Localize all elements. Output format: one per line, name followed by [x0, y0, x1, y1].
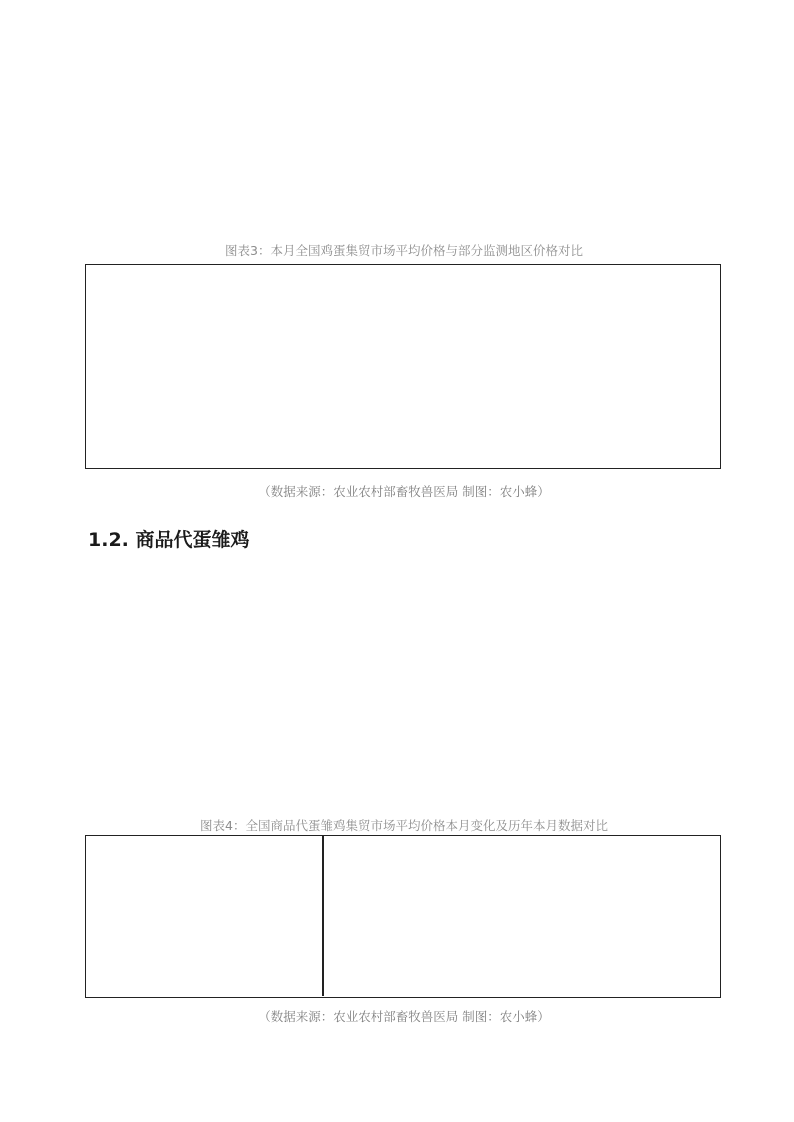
monthly-change-panel [86, 836, 322, 996]
chart3-caption: 图表3：本月全国鸡蛋集贸市场平均价格与部分监测地区价格对比 [225, 243, 583, 258]
chart4-source: （数据来源：农业农村部畜牧兽医局 制图：农小蜂） [258, 1009, 550, 1024]
chart3-plot [86, 265, 719, 467]
chart4-frame [85, 835, 721, 998]
chart3-source: （数据来源：农业农村部畜牧兽医局 制图：农小蜂） [258, 484, 550, 499]
chart4-caption: 图表4：全国商品代蛋雏鸡集贸市场平均价格本月变化及历年本月数据对比 [200, 818, 608, 833]
chart3-frame [85, 264, 721, 469]
yearly-comparison-panel [324, 836, 719, 996]
section-heading: 1.2. 商品代蛋雏鸡 [88, 529, 250, 551]
